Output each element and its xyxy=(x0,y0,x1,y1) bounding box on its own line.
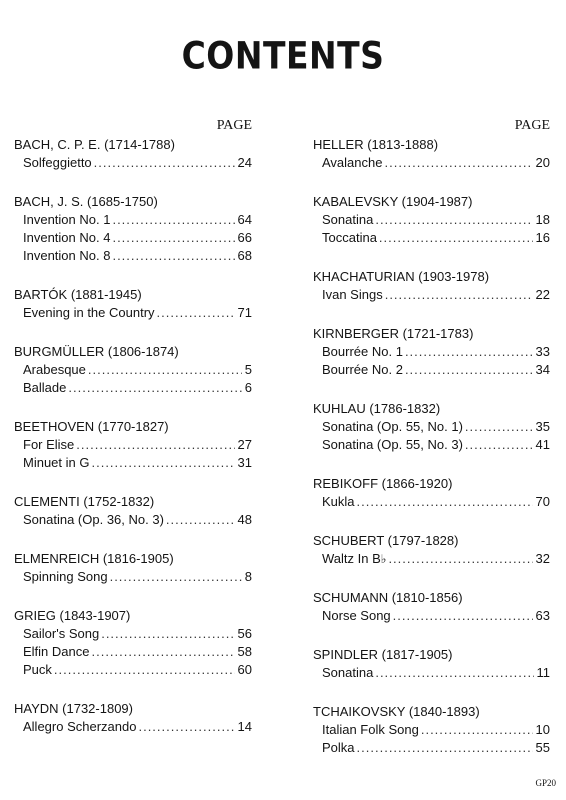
piece-title: Polka xyxy=(322,740,355,755)
contents-entry xyxy=(14,511,252,529)
page-number: 18 xyxy=(535,212,550,227)
dot-leader xyxy=(393,607,533,625)
piece-title: Italian Folk Song xyxy=(322,722,419,737)
page-number: 56 xyxy=(237,626,252,641)
dot-leader xyxy=(384,154,532,172)
composer-heading: BACH, J. S. (1685-1750) xyxy=(14,194,158,209)
page-number: 33 xyxy=(535,344,550,359)
contents-entry xyxy=(14,361,252,379)
composer-heading: BURGMÜLLER (1806-1874) xyxy=(14,344,179,359)
page-number: 8 xyxy=(244,569,252,584)
piece-title: Minuet in G xyxy=(23,455,90,470)
page-number: 20 xyxy=(535,155,550,170)
piece-title: Sailor's Song xyxy=(23,626,100,641)
piece-title: Norse Song xyxy=(322,608,391,623)
dot-leader xyxy=(68,379,241,397)
page-number: 10 xyxy=(535,722,550,737)
piece-title: Sonatina (Op. 36, No. 3) xyxy=(23,512,164,527)
page-column-label: PAGE xyxy=(216,118,252,133)
dot-leader xyxy=(375,664,533,682)
contents-entry xyxy=(313,721,550,739)
contents-entry xyxy=(14,661,252,679)
composer-heading: HELLER (1813-1888) xyxy=(313,137,439,152)
page-number: 5 xyxy=(244,362,252,377)
dot-leader xyxy=(91,454,234,472)
piece-title: Solfeggietto xyxy=(23,155,92,170)
dot-leader xyxy=(94,154,235,172)
piece-title: Invention No. 8 xyxy=(23,248,111,263)
dot-leader xyxy=(91,643,234,661)
footer-code: GP20 xyxy=(535,778,556,788)
page-number: 22 xyxy=(535,287,550,302)
dot-leader xyxy=(166,511,235,529)
contents-entry xyxy=(313,154,550,172)
contents-entry xyxy=(14,229,252,247)
composer-heading: TCHAIKOVSKY (1840-1893) xyxy=(313,704,480,719)
composer-heading: HAYDN (1732-1809) xyxy=(14,701,133,716)
composer-heading: KABALEVSKY (1904-1987) xyxy=(313,194,473,209)
contents-column-left xyxy=(14,116,252,736)
contents-entry xyxy=(14,568,252,586)
dot-leader xyxy=(76,436,234,454)
contents-entry xyxy=(313,361,550,379)
dot-leader xyxy=(112,229,234,247)
dot-leader xyxy=(357,493,533,511)
contents-entry xyxy=(14,211,252,229)
page-number: 6 xyxy=(244,380,252,395)
page-number: 35 xyxy=(535,419,550,434)
page-number: 11 xyxy=(536,665,550,680)
composer-heading: BEETHOVEN (1770-1827) xyxy=(14,419,169,434)
piece-title: Elfin Dance xyxy=(23,644,90,659)
composer-heading: KUHLAU (1786-1832) xyxy=(313,401,441,416)
dot-leader xyxy=(375,211,532,229)
dot-leader xyxy=(405,361,533,379)
piece-title: Sonatina xyxy=(322,212,374,227)
composer-heading: CLEMENTI (1752-1832) xyxy=(14,494,155,509)
dot-leader xyxy=(388,550,532,568)
composer-heading: REBIKOFF (1866-1920) xyxy=(313,476,453,491)
contents-entry xyxy=(14,379,252,397)
page-number: 58 xyxy=(237,644,252,659)
contents-entry xyxy=(14,247,252,265)
dot-leader xyxy=(54,661,235,679)
dot-leader xyxy=(421,721,533,739)
dot-leader xyxy=(405,343,533,361)
composer-heading: SPINDLER (1817-1905) xyxy=(313,647,453,662)
piece-title: Spinning Song xyxy=(23,569,108,584)
contents-entry xyxy=(14,436,252,454)
dot-leader xyxy=(357,739,533,757)
piece-title: For Elise xyxy=(23,437,75,452)
contents-entry xyxy=(313,436,550,454)
page-column-label: PAGE xyxy=(514,118,550,133)
page-number: 68 xyxy=(237,248,252,263)
composer-heading: SCHUBERT (1797-1828) xyxy=(313,533,459,548)
contents-entry xyxy=(14,718,252,736)
piece-title: Bourrée No. 1 xyxy=(322,344,403,359)
piece-title: Arabesque xyxy=(23,362,86,377)
contents-entry xyxy=(313,286,550,304)
piece-title: Invention No. 1 xyxy=(23,212,111,227)
contents-entry xyxy=(14,643,252,661)
page-number: 34 xyxy=(535,362,550,377)
flat-sign: ♭ xyxy=(380,552,387,566)
page-number: 48 xyxy=(237,512,252,527)
piece-title: Ivan Sings xyxy=(322,287,383,302)
page-number: 27 xyxy=(237,437,252,452)
piece-title: Toccatina xyxy=(322,230,377,245)
page-number: 66 xyxy=(237,230,252,245)
piece-title: Sonatina xyxy=(322,665,374,680)
piece-title: Waltz In B♭ xyxy=(322,551,387,566)
piece-title: Allegro Scherzando xyxy=(23,719,137,734)
piece-title: Puck xyxy=(23,662,52,677)
piece-title: Sonatina (Op. 55, No. 3) xyxy=(322,437,463,452)
contents-entry xyxy=(14,154,252,172)
contents-entry xyxy=(313,493,550,511)
page-number: 32 xyxy=(535,551,550,566)
page-number: 41 xyxy=(535,437,550,452)
contents-entry xyxy=(14,625,252,643)
composer-heading: KHACHATURIAN (1903-1978) xyxy=(313,269,490,284)
contents-entry xyxy=(313,418,550,436)
piece-title: Evening in the Country xyxy=(23,305,155,320)
contents-entry xyxy=(313,550,550,568)
contents-entry xyxy=(313,211,550,229)
composer-heading: GRIEG (1843-1907) xyxy=(14,608,131,623)
composer-heading: ELMENREICH (1816-1905) xyxy=(14,551,174,566)
contents-entry xyxy=(14,454,252,472)
piece-title: Bourrée No. 2 xyxy=(322,362,403,377)
dot-leader xyxy=(88,361,242,379)
dot-leader xyxy=(112,247,234,265)
dot-leader xyxy=(465,436,533,454)
page-number: 71 xyxy=(237,305,252,320)
dot-leader xyxy=(138,718,234,736)
piece-title: Sonatina (Op. 55, No. 1) xyxy=(322,419,463,434)
page-number: 55 xyxy=(535,740,550,755)
dot-leader xyxy=(385,286,533,304)
piece-title: Kukla xyxy=(322,494,355,509)
dot-leader xyxy=(101,625,234,643)
contents-entry xyxy=(313,343,550,361)
composer-heading: BARTÓK (1881-1945) xyxy=(14,287,142,302)
dot-leader xyxy=(157,304,235,322)
page-number: 64 xyxy=(237,212,252,227)
page-number: 60 xyxy=(237,662,252,677)
page-number: 70 xyxy=(535,494,550,509)
contents-entry xyxy=(313,739,550,757)
page-number: 63 xyxy=(535,608,550,623)
page-number: 24 xyxy=(237,155,252,170)
dot-leader xyxy=(465,418,533,436)
page-number: 31 xyxy=(237,455,252,470)
dot-leader xyxy=(110,568,242,586)
contents-entry xyxy=(313,664,550,682)
contents-entry xyxy=(313,607,550,625)
piece-title: Avalanche xyxy=(322,155,383,170)
page-title: CONTENTS xyxy=(181,33,385,78)
contents-column-right xyxy=(313,116,550,757)
composer-heading: KIRNBERGER (1721-1783) xyxy=(313,326,474,341)
dot-leader xyxy=(379,229,533,247)
composer-heading: SCHUMANN (1810-1856) xyxy=(313,590,463,605)
contents-entry xyxy=(313,229,550,247)
composer-heading: BACH, C. P. E. (1714-1788) xyxy=(14,137,175,152)
contents-entry xyxy=(14,304,252,322)
piece-title: Ballade xyxy=(23,380,67,395)
page-number: 14 xyxy=(237,719,252,734)
dot-leader xyxy=(112,211,234,229)
page-number: 16 xyxy=(535,230,550,245)
piece-title: Invention No. 4 xyxy=(23,230,111,245)
